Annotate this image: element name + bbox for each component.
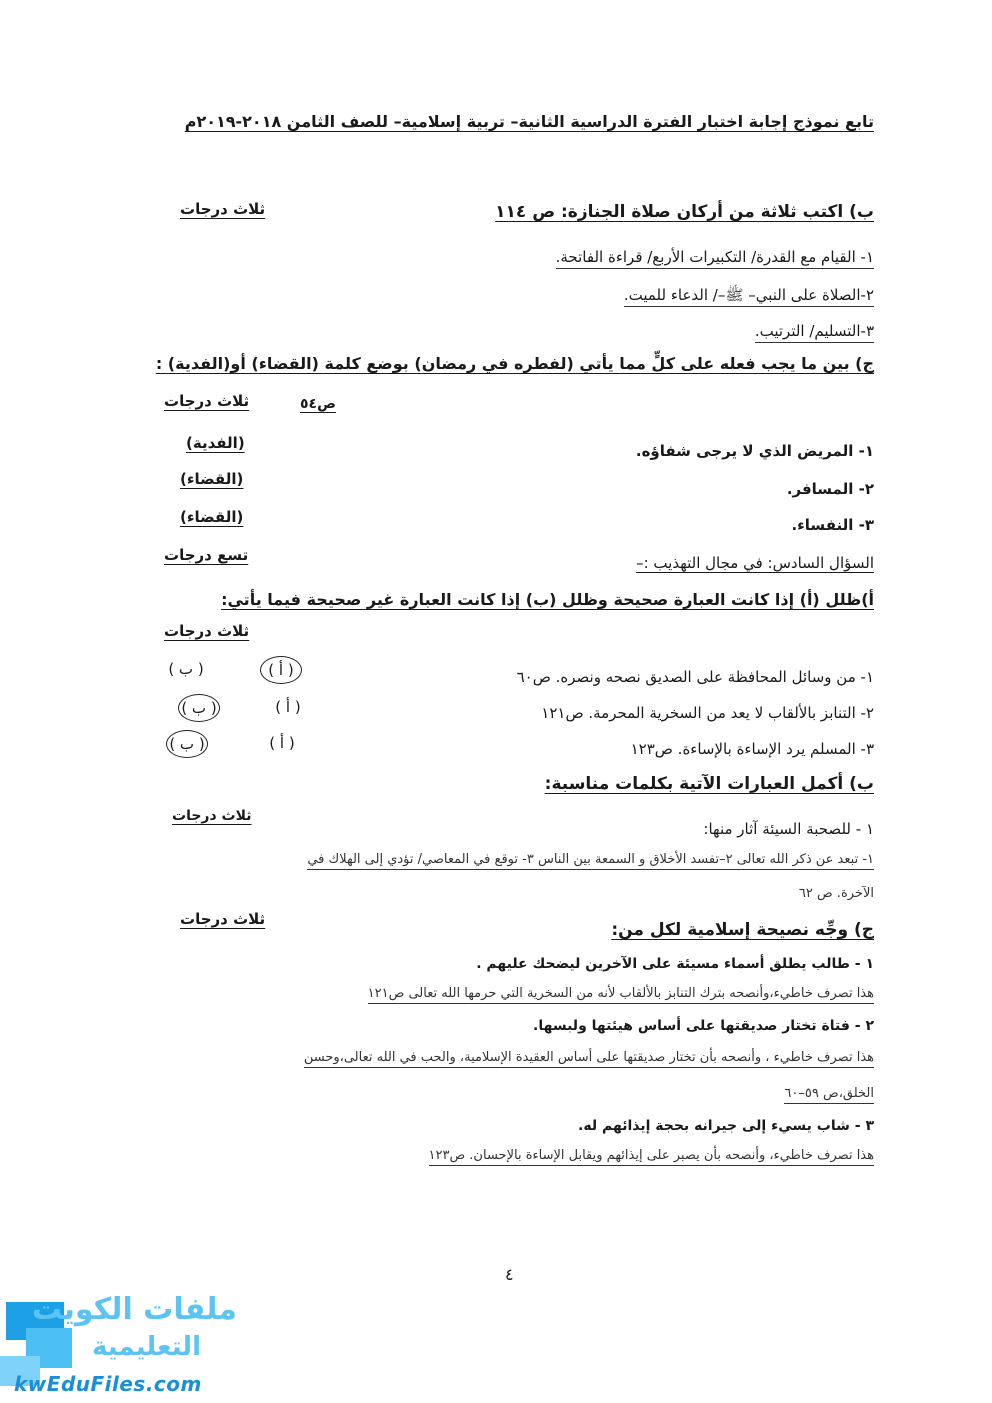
section-c2-answer-2-line1: هذا تصرف خاطيء ، وأنصحه بأن تختار صديقتها على أساس العقيدة الإسلامية، والحب في الله تعالى،وحسن	[304, 1050, 874, 1068]
section-b2-title: ب) أكمل العبارات الآتية بكلمات مناسبة:	[544, 774, 874, 794]
section-c1-answer-3: (القضاء)	[180, 508, 244, 526]
section-c2-score: ثلاث درجات	[180, 910, 266, 928]
section-b1-item-3: ٣-التسليم/ الترتيب.	[755, 322, 874, 343]
section-c1-score: ثلاث درجات	[164, 392, 250, 410]
option-a-3: ( أ )	[269, 734, 295, 752]
logo-url: kwEduFiles.com	[14, 1372, 202, 1396]
section-c1-page-ref: ص٥٤	[300, 396, 336, 412]
section-a-item-3: ٣- المسلم يرد الإساءة بالإساءة. ص١٢٣	[630, 740, 874, 758]
section-c2-question-3: ٣ - شاب يسيء إلى جيرانه بحجة إيذائهم له.	[578, 1118, 874, 1134]
section-b1-item-2: ٢-الصلاة على النبي– ﷺ–/ الدعاء للميت.	[624, 286, 874, 307]
section-a-item-2: ٢- التنابز بالألقاب لا يعد من السخرية المحرمة. ص١٢١	[541, 704, 874, 722]
section-c2-title: ج) وجِّه نصيحة إسلامية لكل من:	[611, 920, 874, 940]
logo-text-line2: التعليمية	[91, 1332, 201, 1362]
question6-title: السؤال السادس: في مجال التهذيب :–	[636, 554, 874, 572]
section-c2-answer-2-line2: الخلق،ص ٥٩–٦٠	[784, 1086, 874, 1104]
question6-score: تسع درجات	[164, 546, 249, 564]
section-c2-answer-3: هذا تصرف خاطيء، وأنصحه بأن يصبر على إيذائهم ويقابل الإساءة بالإحسان. ص١٢٣	[429, 1148, 875, 1166]
section-b2-score: ثلاث درجات	[172, 808, 252, 824]
section-b1-score: ثلاث درجات	[180, 200, 266, 218]
page-number: ٤	[505, 1265, 514, 1284]
page-header: تابع نموذج إجابة اختبار الفترة الدراسية الثانية– تربية إسلامية– للصف الثامن ٢٠١٨-٢٠١٩م	[184, 112, 874, 131]
section-c2-question-1: ١ - طالب يطلق أسماء مسيئة على الآخرين ليضحك عليهم .	[476, 956, 874, 972]
section-a-item-1: ١- من وسائل المحافظة على الصديق نصحه ونصره. ص٦٠	[516, 668, 874, 686]
logo-text-line1: ملفات الكويت	[31, 1292, 237, 1327]
section-c1-title: ج) بين ما يجب فعله على كلٍّ مما يأتي (لفطره في رمضان) بوضع كلمة (القضاء) أو(الفدية) :	[155, 354, 874, 373]
section-b2-prompt: ١ - للصحبة السيئة آثار منها:	[703, 820, 874, 838]
section-b2-answer-line1: ١- تبعد عن ذكر الله تعالى ٢–تفسد الأخلاق و السمعة بين الناس ٣- توقع في المعاصي/ تؤدي إلى الهلاك في	[307, 852, 874, 870]
section-c1-item-1: ١- المريض الذي لا يرجى شفاؤه.	[635, 442, 874, 460]
section-c2-answer-1: هذا تصرف خاطيء،وأنصحه بترك التنابز بالألقاب لأنه من السخرية التي حرمها الله تعالى ص١٢١	[368, 986, 874, 1004]
option-a-circled-1: ( أ )	[260, 656, 302, 684]
option-b-1: ( ب )	[168, 660, 204, 678]
section-a-title: أ)ظلل (أ) إذا كانت العبارة صحيحة وظلل (ب) إذا كانت العبارة غير صحيحة فيما يأتي:	[221, 590, 874, 609]
section-b1-title: ب) اكتب ثلاثة من أركان صلاة الجنازة: ص ١١٤	[495, 202, 874, 222]
option-b-circled-3: ( ب )	[166, 730, 208, 758]
section-c1-answer-2: (القضاء)	[180, 470, 244, 488]
section-c2-question-2: ٢ - فتاة تختار صديقتها على أساس هيئتها ولبسها.	[533, 1018, 874, 1034]
section-c1-answer-1: (الفدية)	[186, 434, 245, 452]
option-b-circled-2: ( ب )	[178, 694, 220, 722]
section-c1-item-2: ٢- المسافر.	[786, 480, 874, 498]
section-a-score: ثلاث درجات	[164, 622, 250, 640]
option-a-2: ( أ )	[275, 698, 301, 716]
watermark-logo	[0, 1288, 245, 1398]
section-c1-item-3: ٣- النفساء.	[791, 516, 874, 534]
section-b1-item-1: ١- القيام مع القدرة/ التكبيرات الأربع/ قراءة الفاتحة.	[556, 248, 874, 269]
section-b2-answer-line2: الآخرة. ص ٦٢	[798, 886, 874, 901]
